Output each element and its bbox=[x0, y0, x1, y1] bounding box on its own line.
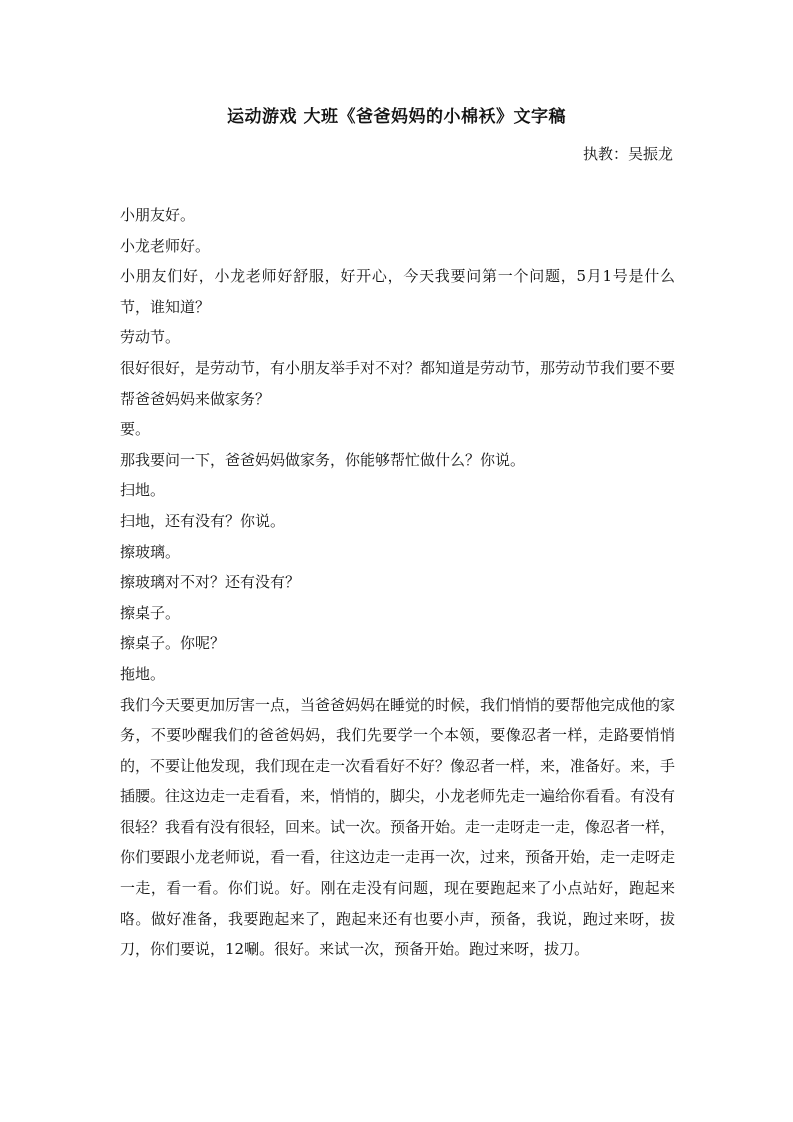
paragraph: 扫地，还有没有？你说。 bbox=[120, 511, 286, 530]
paragraph: 擦玻璃。 bbox=[120, 542, 181, 561]
paragraph: 拖地。 bbox=[120, 664, 166, 683]
paragraph: 小朋友们好，小龙老师好舒服，好开心，今天我要问第一个问题，5月1号是什么节，谁知道？ bbox=[120, 267, 675, 316]
paragraph: 要。 bbox=[120, 420, 151, 439]
paragraph: 那我要问一下，爸爸妈妈做家务，你能够帮忙做什么？你说。 bbox=[120, 450, 526, 469]
transcript-body bbox=[120, 200, 675, 965]
paragraph: 小朋友好。 bbox=[120, 206, 196, 224]
paragraph: 擦桌子。你呢？ bbox=[120, 634, 226, 653]
paragraph: 擦桌子。 bbox=[120, 603, 181, 622]
paragraph: 擦玻璃对不对？还有没有？ bbox=[120, 573, 301, 592]
author-line: 执教：吴振龙 bbox=[582, 145, 673, 163]
paragraph: 小龙老师好。 bbox=[120, 236, 211, 255]
paragraph: 我们今天要更加厉害一点，当爸爸妈妈在睡觉的时候，我们悄悄的要帮他完成他的家务，不要吵醒我们的爸爸妈妈，我们先要学一个本领，要像忍者一样，走路要悄悄的，不要让他发现，我们现在走一次看看好不好？像忍者一样，来，准备好。来，手插腰。往这边走一走看看，来，悄悄的，脚尖，小龙老师先走一遍给你看看。有没有很轻？我看有没有很轻，回来。试一次。预备开始。走一走呀走一走，像忍者一样，你们要跟小龙老师说，看一看，往这边走一走再一次，过来，预备开始，走一走呀走一走，看一看。你们说。好。刚在走没有问题，现在要跑起来了小点站好，跑起来咯。做好准备，我要跑起来了，跑起来还有也要小声，预备，我说，跑过来呀，拔刀，你们要说，12唰。很好。来试一次，预备开始。跑过来呀，拔刀。 bbox=[120, 695, 676, 959]
paragraph: 劳动节。 bbox=[120, 328, 181, 347]
paragraph: 很好很好，是劳动节，有小朋友举手对不对？都知道是劳动节，那劳动节我们要不要帮爸爸妈妈来做家务？ bbox=[120, 358, 676, 408]
paragraph: 扫地。 bbox=[120, 481, 166, 500]
document-title: 运动游戏 大班《爸爸妈妈的小棉袄》文字稿 bbox=[227, 107, 566, 127]
